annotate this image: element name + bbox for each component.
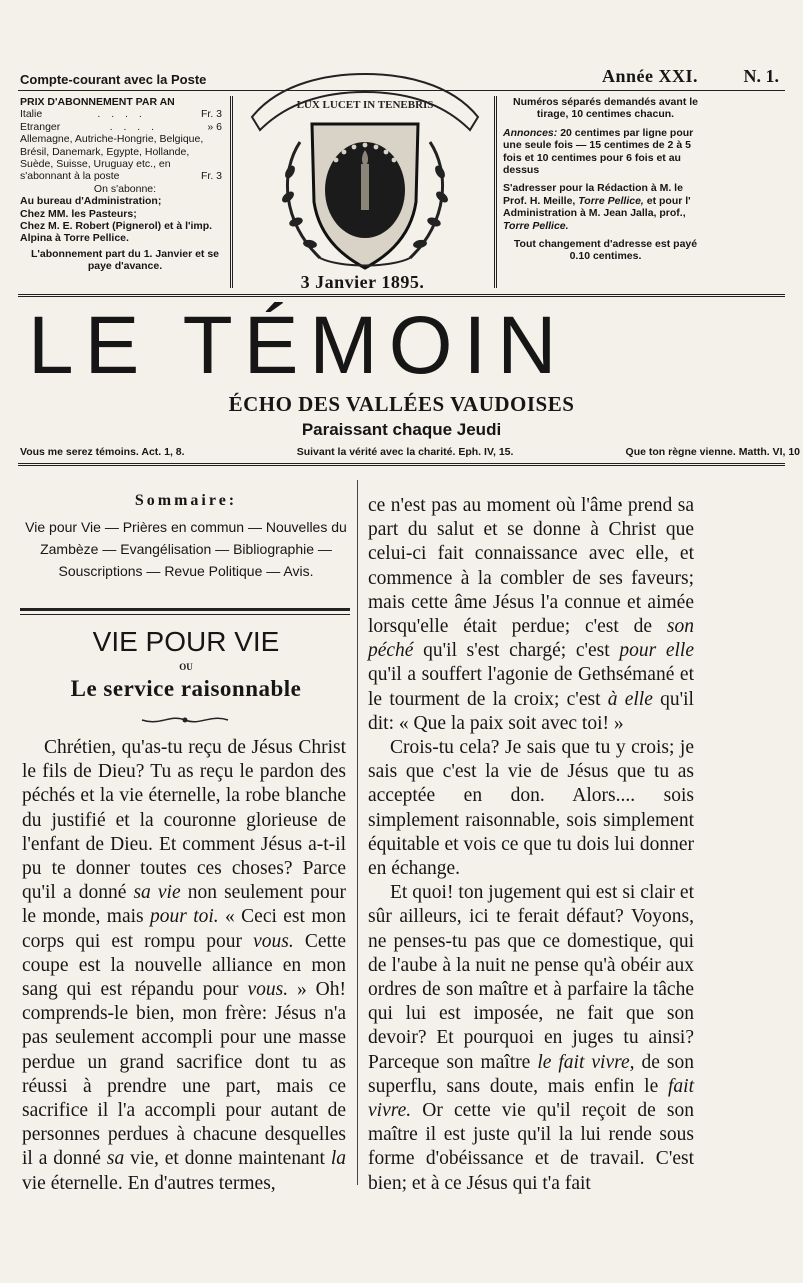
ads-rates: 20 centimes par ligne pour une seule fois — 15 centimes de 2 à 5 fois et 10 centimes pour 6 fois et au dessus (503, 126, 694, 177)
article-or: OU (179, 662, 193, 672)
right-paragraph-1: ce n'est pas au moment où l'âme prend sa part du salut et se donne à Christ que celui-ci fait connaissance avec elle, et commence à la combler de ses faveurs; mais cette âme Jésus l'a connue et aimée lorsqu'elle était perdue; c'est de son péché qu'il s'est chargé; c'est pour elle qu'il a souffert l'agonie de Gethsémané et le tourment de la croix; c'est à elle qu'il dit: « Que la paix soit avec toi! » (368, 495, 695, 734)
ornament-flourish (140, 712, 230, 728)
where-line-2: Chez MM. les Pasteurs; (20, 207, 137, 220)
publication-frequency: Paraissant chaque Jeudi (301, 420, 502, 439)
newspaper-subtitle: ÉCHO DES VALLÉES VAUDOISES (228, 392, 575, 416)
summary-rule-thin (20, 614, 350, 615)
scripture-mottos (20, 446, 800, 458)
year-label: Année XXI. (601, 66, 698, 86)
foreign-price: » 6 (207, 120, 222, 133)
countries-price: Fr. 3 (200, 170, 222, 183)
address-mid3: à M. Jean Jalla, prof., (580, 207, 686, 220)
foreign-label: Etranger (20, 120, 61, 133)
motto-1: Vous me serez témoins. Act. 1, 8. (20, 446, 185, 458)
left-paragraph-1: Chrétien, qu'as-tu reçu de Jésus Christ le fils de Dieu? Tu as reçu le pardon des péchés et la vie éternelle, la robe blanche du justifié et la couronne glorieuse de l'enfant de Dieu. Et comment Jésus a-t-il pu te donner toutes ces choses? Parce qu'il a donné sa vie non seulement pour le monde, mais pour toi. « Ceci est mon corps qui est rompu pour vous. Cette coupe est la nouvelle alliance en mon sang qui est répandu pour vous. » Oh! comprends-le bien, mon frère: Jésus n'a pas seulement accompli pour une masse perdue un grand sacrifice dont tu as réussi à prendre une part, mais ce sacrifice il l'a accompli pour autant de personnes perdues à chacune desquelles il a donné sa vie, et donne maintenant la vie éternelle. En d'autres termes, (22, 737, 347, 1194)
address-place1: Torre Pellice, (578, 194, 644, 207)
coat-of-arms-emblem (240, 72, 490, 282)
right-paragraph-2: Crois-tu cela? Je sais que tu y crois; je sais que c'est la vie de Jésus que tu as acceptée en don. Alors.... sois simplement raisonnable, sois simplement équitable et vois ce que tu dois lui donner en échange. (368, 737, 694, 880)
notices-box (494, 96, 708, 288)
subscription-heading: PRIX D'ABONNEMENT PAR AN (20, 96, 175, 108)
address-pre: S'adresser pour la (503, 182, 595, 195)
italy-label: Italie (20, 108, 43, 121)
summary-heading: Sommaire: (134, 492, 238, 509)
article-column-left (22, 736, 346, 1196)
address-mid1: à M. le Prof. H. Meille, (503, 182, 683, 207)
address-administration: Administration (503, 207, 578, 220)
where-line-3: Chez M. E. Robert (Pignerol) et à l'imp. Alpina à Torre Pellice. (20, 220, 213, 245)
single-issues-notice: Numéros séparés demandés avant le tirage, 10 centimes chacun. (512, 96, 698, 121)
subscription-start: L'abonnement part du 1. Janvier et se paye d'avance. (30, 247, 220, 273)
masthead-rule-bottom (18, 463, 785, 466)
article-column-right (368, 494, 694, 1196)
ads-label: Annonces: (503, 126, 558, 139)
issue-date: 3 Janvier 1895. (300, 272, 425, 292)
postal-account: Compte-courant avec la Poste (20, 72, 207, 87)
countries-list: Allemagne, Autriche-Hongrie, Belgique, Brésil, Danemark, Egypte, Hollande, Suède, Suisse, Uruguay etc., en s'abonnant à la poste (20, 133, 204, 183)
emblem-motto: LUX LUCET IN TENEBRIS (296, 99, 434, 111)
summary-text: Vie pour Vie — Prières en commun — Nouvelles du Zambèze — Evangélisation — Bibliographie — Souscriptions — Revue Politique — Avis. (25, 519, 347, 579)
address-change-notice: Tout changement d'adresse est payé 0.10 centimes. (513, 238, 698, 263)
right-paragraph-3: Et quoi! ton jugement qui est si clair et sûr ailleurs, ici te ferait défaut? Voyons, ne penses-tu pas que ce domestique, qui de l'aube à la nuit ne pense qu'à obéir aux ordres de son maître et à parfaire la tâche qui lui est imposée, ne fait que son devoir? Et pourquoi en juges tu ainsi? Parceque son maître le fait vivre, de son superflu, sans doute, mais enfin le fait vivre. Or cette vie qu'il reçoit de son maître il est juste qu'il la lui rende sous forme d'obéissance et de travail. C'est bien; et à ce Jésus qui t'a fait (368, 882, 694, 1194)
subscription-box: PRIX D'ABONNEMENT PAR AN Italie . . . . Fr. 3 Etranger . . . . » 6 Allemagne, Autriche-Hongrie, Belgique, Brésil, Danemark, Egypte, Hollande, Suède, Suisse, Uruguay etc., en s'abonnant à la poste Fr. 3 On s'abonne: Au bureau d'Administration; Chez MM. les Pasteurs; Chez M. E. Robert (Pignerol) et à l'imp. Alpina à Torre Pellice. L'abonnement part du 1. Janvier et se paye d'avance. (20, 96, 233, 288)
newspaper-title: LE TÉMOIN (28, 300, 568, 391)
italy-price: Fr. 3 (200, 108, 222, 121)
address-redaction: Rédaction (597, 182, 648, 195)
issue-number: N. 1. (743, 66, 779, 86)
masthead-rule-top (18, 294, 785, 297)
where-line-1: Au bureau d'Administration; (20, 195, 162, 208)
summary-rule-thick (20, 608, 350, 611)
motto-2: Suivant la vérité avec la charité. Eph. IV, 15. (296, 446, 514, 458)
article-subtitle: Le service raisonnable (70, 676, 302, 701)
address-place2: Torre Pellice. (503, 219, 569, 232)
address-mid2: et pour l' (646, 194, 691, 207)
where-heading: On s'abonne: (93, 182, 157, 195)
column-divider (357, 480, 358, 1185)
motto-3: Que ton règne vienne. Matth. VI, 10 (625, 446, 800, 458)
article-title: VIE POUR VIE (92, 626, 280, 657)
